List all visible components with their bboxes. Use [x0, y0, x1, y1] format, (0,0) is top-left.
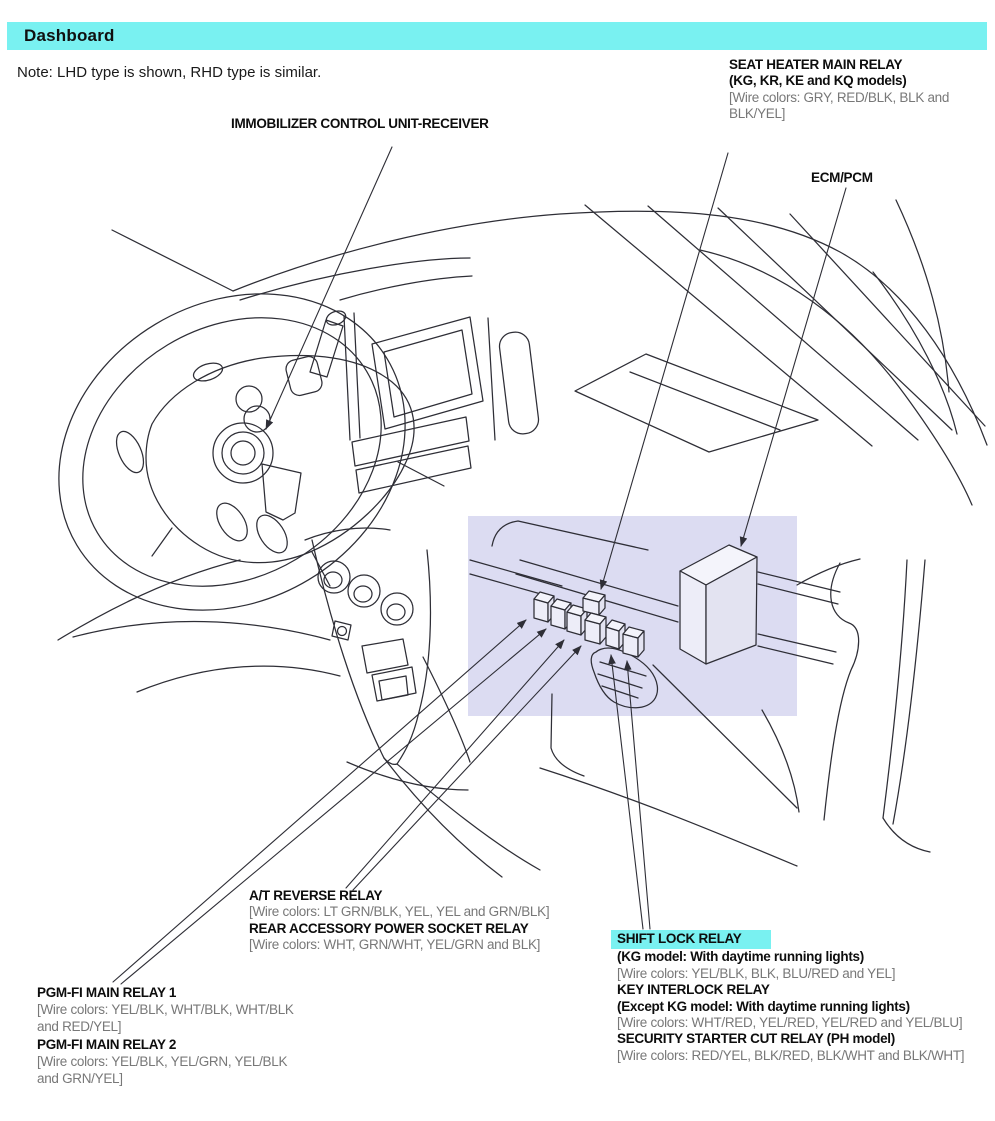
steering-wheel-stroke [312, 552, 330, 586]
seat-heater-wires-2: BLK/YEL] [729, 106, 786, 122]
leader-rear-accessory-relay [353, 646, 581, 890]
door-panel-stroke [797, 559, 860, 585]
page-title: Dashboard [24, 26, 115, 45]
center-stack-stroke [338, 627, 347, 636]
wiper-stalk [310, 320, 343, 377]
seat-heater-subtitle: (KG, KR, KE and KQ models) [729, 73, 907, 89]
leader-immobilizer [266, 147, 392, 429]
steering-column-stroke [73, 622, 330, 640]
steering-wheel-stroke [0, 231, 464, 673]
seat-heater-title: SEAT HEATER MAIN RELAY [729, 57, 903, 72]
steering-wheel [0, 231, 464, 673]
pgm-fi-1-wires-2: and RED/YEL] [37, 1019, 122, 1035]
door-panel-stroke [883, 818, 930, 852]
center-stack-stroke [344, 316, 350, 440]
rear-accessory-title: REAR ACCESSORY POWER SOCKET RELAY [249, 920, 529, 936]
steering-column-stroke [231, 441, 255, 465]
seat-heater-wires-1: [Wire colors: GRY, RED/BLK, BLK and [729, 89, 950, 105]
shift-lock-highlight: SHIFT LOCK RELAY [611, 930, 771, 949]
steering-wheel-stroke [152, 528, 172, 556]
door-panel [797, 559, 930, 852]
at-reverse-title: A/T REVERSE RELAY [249, 888, 383, 903]
pgm-fi-1-wires-1: [Wire colors: YEL/BLK, WHT/BLK, WHT/BLK [37, 1002, 294, 1018]
dash-top-lines [112, 200, 987, 505]
ignition-key [262, 464, 301, 520]
display-bezel [372, 317, 483, 429]
steering-column-stroke [58, 560, 240, 640]
dash-top-lines-stroke [700, 250, 972, 505]
pgm-fi-2-title: PGM-FI MAIN RELAY 2 [37, 1036, 177, 1052]
console-vent-slot [372, 667, 416, 701]
defroster-vent [575, 354, 818, 452]
dash-top-lines-stroke [112, 230, 233, 291]
console-vent-slot [362, 639, 408, 673]
key-interlock-title: KEY INTERLOCK RELAY [617, 982, 770, 998]
label-ecm-pcm [811, 170, 873, 186]
center-stack-stroke [340, 276, 472, 300]
relay-box-5 [585, 613, 606, 644]
pgm-fi-2-wires-1: [Wire colors: YEL/BLK, YEL/GRN, YEL/BLK [37, 1053, 288, 1069]
label-seat-heater [729, 57, 949, 123]
label-pgm-fi-group [37, 984, 294, 1087]
key-interlock-wires: [Wire colors: WHT/RED, YEL/RED, YEL/RED and YEL/BLU] [617, 1015, 963, 1031]
relay-box-4 [583, 591, 605, 615]
center-console-stroke [423, 657, 470, 762]
steering-wheel-stroke [33, 264, 431, 640]
steering-wheel-stroke [111, 427, 149, 476]
ignition-key-cylinder [222, 432, 264, 474]
dash-top-lines-stroke [630, 372, 780, 430]
security-starter-title: SECURITY STARTER CUT RELAY (PH model) [617, 1031, 895, 1047]
shift-lock-title [617, 930, 964, 949]
pgm-fi-2-wires-2: and GRN/YEL] [37, 1071, 123, 1087]
shift-lock-wires: [Wire colors: YEL/BLK, BLK, BLU/RED and YEL] [617, 965, 896, 981]
dash-top-lines-stroke [896, 200, 949, 392]
steering-column-stroke [137, 666, 340, 692]
pgm-fi-1-title: PGM-FI MAIN RELAY 1 [37, 985, 177, 1000]
center-stack-stroke [354, 313, 360, 438]
security-starter-wires: [Wire colors: RED/YEL, BLK/RED, BLK/WHT and BLK/WHT] [617, 1047, 965, 1063]
at-reverse-wires: [Wire colors: LT GRN/BLK, YEL, YEL and GRN/BLK] [249, 904, 550, 920]
door-panel-stroke [883, 560, 907, 818]
display-screen [384, 330, 472, 417]
center-console-stroke [397, 550, 430, 764]
rear-accessory-wires: [Wire colors: WHT, GRN/WHT, YEL/GRN and BLK] [249, 937, 541, 953]
key-interlock-subtitle: (Except KG model: With daytime running lights) [617, 998, 910, 1014]
dash-top-lines-stroke [233, 211, 987, 445]
center-stack-stroke [488, 318, 495, 440]
ecm-pcm-box-stroke [680, 571, 706, 664]
label-at-reverse-group [249, 888, 549, 954]
label-immobilizer [231, 116, 489, 132]
ecm-pcm-title: ECM/PCM [811, 170, 873, 185]
dash-top-lines-stroke [648, 206, 918, 440]
center-stack-stroke [354, 586, 372, 602]
note-text: Note: LHD type is shown, RHD type is similar. [17, 64, 322, 81]
leader-at-reverse-relay [346, 640, 564, 888]
side-air-vent [498, 331, 540, 436]
steering-wheel-stroke [210, 498, 253, 546]
center-console-stroke [384, 758, 502, 877]
center-console-stroke [397, 764, 540, 870]
passenger-dash-stroke [762, 710, 799, 812]
shift-lock-subtitle: (KG model: With daytime running lights) [617, 949, 864, 965]
label-shift-lock-group [617, 930, 964, 1064]
immobilizer-title: IMMOBILIZER CONTROL UNIT-RECEIVER [231, 116, 489, 131]
leader-ecm-pcm [741, 188, 846, 546]
relay-box-6 [606, 620, 625, 649]
center-stack-stroke [387, 604, 405, 620]
relay-box-7 [623, 627, 644, 657]
dash-top-lines-stroke [790, 214, 985, 426]
passenger-dash-stroke [540, 768, 797, 866]
center-console-stroke [379, 676, 408, 700]
